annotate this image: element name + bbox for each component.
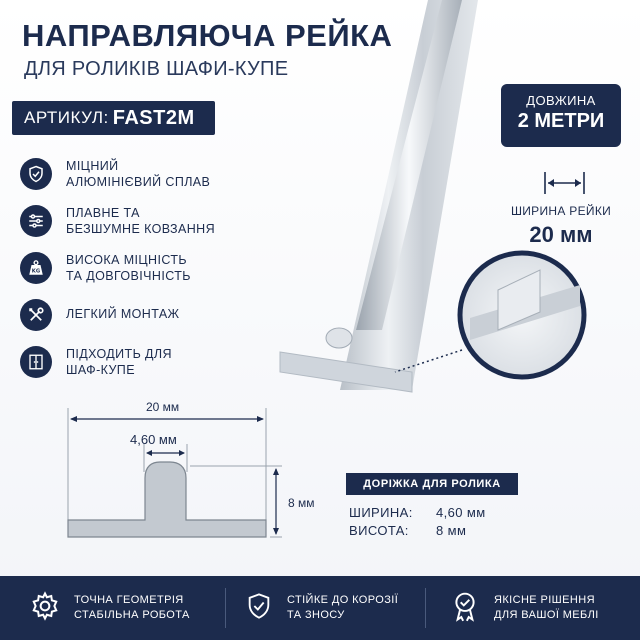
feature-line: БЕЗШУМНЕ КОВЗАННЯ [66, 222, 216, 236]
footer-line: СТІЙКЕ ДО КОРОЗІЇ [287, 594, 399, 606]
dimension-height-label: 8 мм [288, 496, 315, 510]
article-label: АРТИКУЛ: [24, 108, 109, 127]
quality-badge-icon [450, 590, 480, 627]
spec-height-label: ВИСОТА: [349, 523, 409, 538]
feature-line: ВИСОКА МІЦНІСТЬ [66, 253, 187, 267]
footer-item [450, 576, 599, 640]
page-title: НАПРАВЛЯЮЧА РЕЙКА [22, 18, 393, 53]
profile-drawing [68, 408, 282, 537]
footer-line: ТА ЗНОСУ [287, 609, 345, 621]
length-label: ДОВЖИНА [526, 93, 596, 108]
feature-line: ТА ДОВГОВІЧНІСТЬ [66, 269, 191, 283]
footer-divider [425, 588, 426, 628]
gear-icon [30, 591, 60, 626]
length-value: 2 МЕТРИ [517, 110, 605, 132]
footer-item [30, 576, 190, 640]
feature-line: ПЛАВНЕ ТА [66, 206, 140, 220]
footer-divider [225, 588, 226, 628]
spec-width-row [349, 505, 486, 520]
spec-height-row [349, 523, 467, 538]
feature-line: МІЦНИЙ [66, 159, 119, 173]
svg-text:KG: KG [31, 268, 41, 275]
footer-line: СТАБІЛЬНА РОБОТА [74, 609, 190, 621]
page-subtitle: ДЛЯ РОЛИКІВ ШАФИ-КУПЕ [24, 58, 289, 80]
spec-height-value: 8 мм [436, 523, 467, 538]
footer-line: ДЛЯ ВАШОЇ МЕБЛІ [494, 609, 599, 621]
feature-line: ПІДХОДИТЬ ДЛЯ [66, 347, 172, 361]
article-code: FAST2M [112, 106, 195, 129]
length-badge [501, 84, 621, 147]
dimension-width-label: 20 мм [146, 400, 180, 414]
footer-bar [0, 576, 640, 640]
dimension-track-width-label: 4,60 мм [130, 432, 177, 447]
shield-check-icon [245, 591, 273, 626]
track-title-badge: ДОРІЖКА ДЛЯ РОЛИКА [346, 473, 518, 495]
spec-width-label: ШИРИНА: [349, 505, 413, 520]
feature-line: АЛЮМІНІЄВИЙ СПЛАВ [66, 175, 211, 189]
footer-item [245, 576, 398, 640]
footer-line: ТОЧНА ГЕОМЕТРІЯ [74, 594, 184, 606]
feature-line: ШАФ-КУПЕ [66, 363, 135, 377]
rail-rib-end [326, 328, 352, 348]
footer-line: ЯКІСНЕ РІШЕННЯ [494, 594, 595, 606]
width-label: ШИРИНА РЕЙКИ [510, 204, 612, 218]
spec-width-value: 4,60 мм [436, 505, 486, 520]
feature-line: ЛЕГКИЙ МОНТАЖ [66, 307, 180, 321]
width-value: 20 мм [529, 222, 593, 247]
